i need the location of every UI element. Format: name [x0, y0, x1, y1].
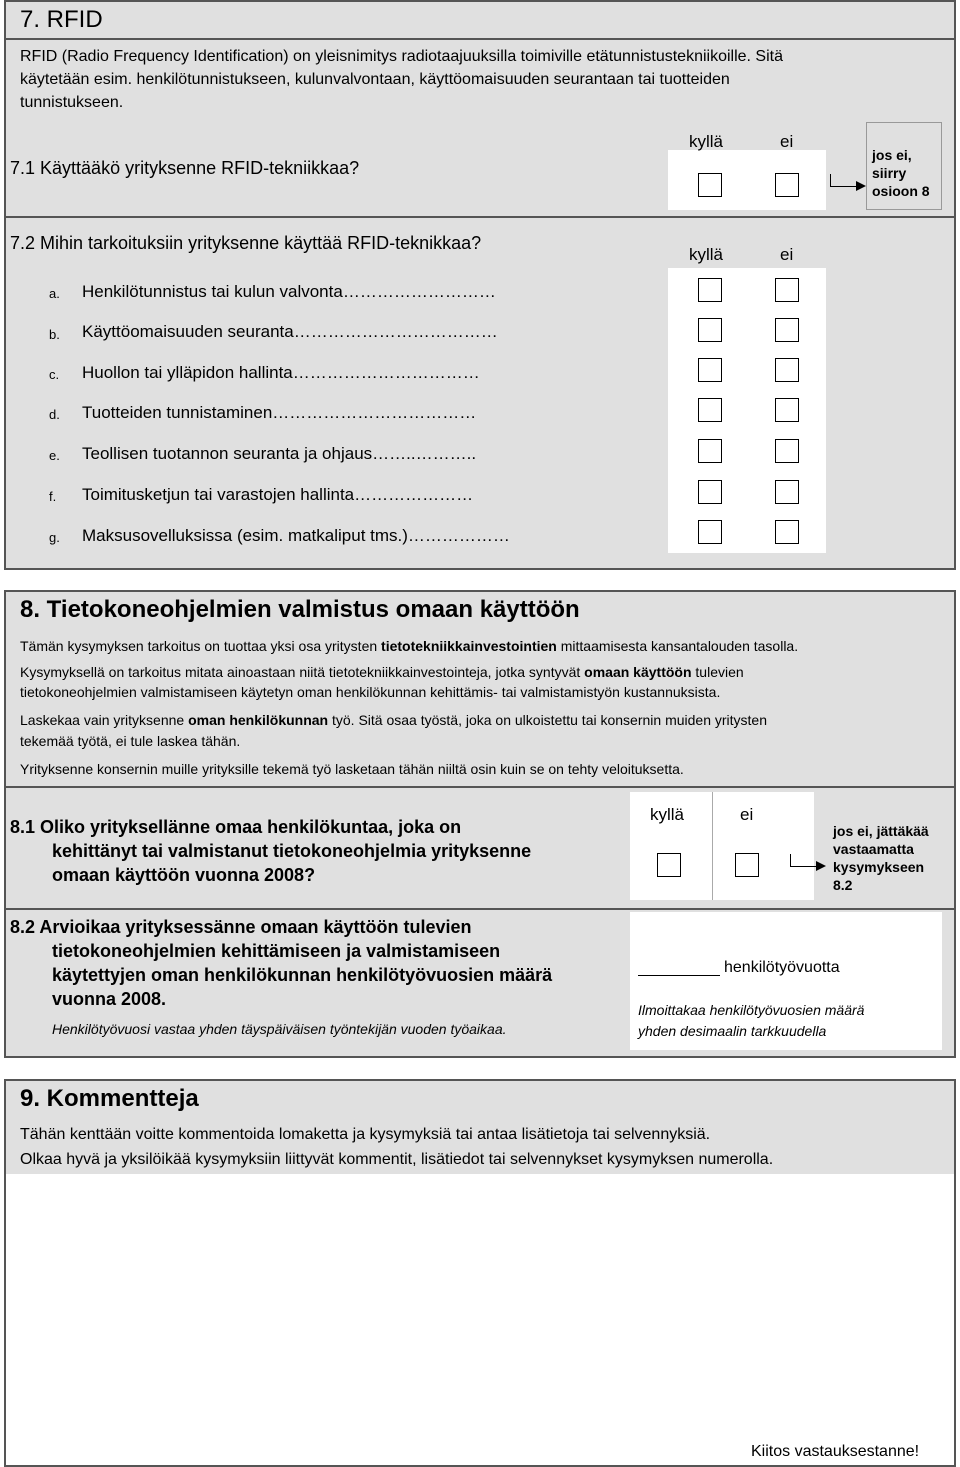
person-years-hint-line-2: yhden desimaalin tarkkuudella	[638, 1023, 827, 1039]
q7-2g-no-checkbox[interactable]	[775, 520, 799, 544]
skip-note-line-3: osioon 8	[872, 183, 930, 199]
no-column-header: ei	[740, 805, 754, 824]
section-8-paragraph-3-line-2: tekemää työtä, ei tule laskea tähän.	[20, 733, 241, 749]
list-item-letter: b.	[49, 327, 60, 342]
q8-1-no-checkbox[interactable]	[735, 853, 759, 877]
q7-2f-yes-checkbox[interactable]	[698, 480, 722, 504]
q7-2b-no-checkbox[interactable]	[775, 318, 799, 342]
arrow-tick	[830, 174, 831, 186]
thank-you-text: Kiitos vastauksestanne!	[751, 1443, 920, 1460]
text-span: Laskekaa vain yrityksenne	[20, 712, 189, 728]
section-7-intro-line-2: käytetään esim. henkilötunnistukseen, kulunvalvontaan, käyttöomaisuuden seurantaan tai tuotteiden	[20, 71, 730, 88]
list-item-label: Maksusovelluksissa (esim. matkaliput tms.)………………	[82, 526, 510, 545]
skip-arrow-icon	[830, 186, 864, 187]
arrow-tick	[790, 854, 791, 866]
section-divider	[6, 216, 956, 218]
question-8-2-line-3: käytettyjen oman henkilökunnan henkilötyövuosien määrä	[52, 965, 553, 985]
list-item-letter: d.	[49, 407, 60, 422]
question-7-2: 7.2 Mihin tarkoituksiin yrityksenne käyttää RFID-teknikkaa?	[10, 233, 482, 253]
list-item-letter: a.	[49, 286, 60, 301]
question-7-1: 7.1 Käyttääkö yrityksenne RFID-tekniikkaa?	[10, 158, 360, 178]
skip-note-line-2: vastaamatta	[833, 841, 914, 857]
text-span: Kysymyksellä on tarkoitus mitata ainoastaan niitä tietotekniikkainvestointeja, jotka syntyvät	[20, 664, 585, 680]
list-item-label: Huollon tai ylläpidon hallinta……………………………	[82, 363, 480, 382]
list-item-letter: f.	[49, 489, 57, 504]
section-9-instruction-line-2: Olkaa hyvä ja yksilöikää kysymyksiin liittyvät kommentit, lisätiedot tai selvennykset kysymyksen numerolla.	[20, 1151, 774, 1168]
list-item-label: Henkilötunnistus tai kulun valvonta………………………	[82, 282, 496, 301]
section-8-paragraph-2-line-2: tietokoneohjelmien valmistamiseen käytetyn oman henkilökunnan kehittämis- tai valmistamistyön kustannuksista.	[20, 684, 721, 700]
q7-2d-yes-checkbox[interactable]	[698, 398, 722, 422]
list-item-letter: c.	[49, 367, 60, 382]
question-8-1-line-2: kehittänyt tai valmistanut tietokoneohjelmia yrityksenne	[52, 841, 532, 861]
q8-1-yes-checkbox[interactable]	[657, 853, 681, 877]
text-span: työ. Sitä osaa työstä, joka on ulkoistettu tai konsernin muiden yritysten	[328, 712, 768, 728]
q7-2c-yes-checkbox[interactable]	[698, 358, 722, 382]
text-span-bold: omaan käyttöön	[584, 664, 692, 680]
skip-note-line-1: jos ei, jättäkää	[833, 823, 929, 839]
answer-area-column-divider	[712, 792, 713, 900]
section-9-title: 9. Kommentteja	[20, 1085, 199, 1112]
no-column-header: ei	[780, 132, 794, 151]
q7-2a-no-checkbox[interactable]	[775, 278, 799, 302]
text-span-bold: tietotekniikkainvestointien	[381, 638, 557, 654]
list-item-label: Toimitusketjun tai varastojen hallinta…………………	[82, 485, 474, 504]
section-7-intro-line-3: tunnistukseen.	[20, 94, 124, 111]
text-span: Tämän kysymyksen tarkoitus on tuottaa yksi osa yritysten	[20, 638, 382, 654]
skip-note-line-1: jos ei,	[872, 147, 912, 163]
text-span-bold: oman henkilökunnan	[188, 712, 329, 728]
q7-2e-yes-checkbox[interactable]	[698, 439, 722, 463]
yes-column-header: kyllä	[689, 245, 724, 264]
list-item-label: Käyttöomaisuuden seuranta………………………………	[82, 322, 498, 341]
section-8-paragraph-3	[20, 710, 767, 730]
q7-2d-no-checkbox[interactable]	[775, 398, 799, 422]
section-divider	[6, 38, 956, 40]
list-item-letter: g.	[49, 530, 60, 545]
question-8-1-line-1: 8.1 Oliko yrityksellänne omaa henkilökuntaa, joka on	[10, 817, 462, 837]
list-item-label: Tuotteiden tunnistaminen………………………………	[82, 403, 477, 422]
list-item-letter: e.	[49, 448, 60, 463]
skip-note-line-2: siirry	[872, 165, 907, 181]
q7-1-yes-checkbox[interactable]	[698, 173, 722, 197]
section-divider	[6, 786, 956, 788]
person-years-hint-line-1: Ilmoittakaa henkilötyövuosien määrä	[638, 1002, 865, 1018]
text-span: tulevien	[691, 664, 744, 680]
q7-2f-no-checkbox[interactable]	[775, 480, 799, 504]
skip-arrow-icon	[790, 866, 824, 867]
answer-area-7-1	[668, 150, 826, 210]
section-8-paragraph-1	[20, 636, 798, 656]
section-7-intro-line-1: RFID (Radio Frequency Identification) on yleisnimitys radiotaajuuksilla toimiville etätunnistustekniikoille. Sitä	[20, 48, 783, 65]
question-8-2-line-2: tietokoneohjelmien kehittämiseen ja valmistamiseen	[52, 941, 501, 961]
q7-2c-no-checkbox[interactable]	[775, 358, 799, 382]
comments-textarea[interactable]	[6, 1174, 954, 1465]
question-8-2-line-1: 8.2 Arvioikaa yrityksessänne omaan käyttöön tulevien	[10, 917, 472, 937]
yes-column-header: kyllä	[650, 805, 685, 824]
person-years-unit: henkilötyövuotta	[724, 959, 840, 976]
q7-2b-yes-checkbox[interactable]	[698, 318, 722, 342]
skip-note-line-4: 8.2	[833, 877, 853, 893]
section-9-instruction-line-1: Tähän kenttään voitte kommentoida lomaketta ja kysymyksiä tai antaa lisätietoja tai selvennyksiä.	[20, 1126, 711, 1143]
section-divider	[6, 908, 956, 910]
list-item-label: Teollisen tuotannon seuranta ja ohjaus……..………..	[82, 444, 477, 463]
answer-area-7-2	[668, 268, 826, 553]
no-column-header: ei	[780, 245, 794, 264]
q7-2a-yes-checkbox[interactable]	[698, 278, 722, 302]
section-8-paragraph-2	[20, 662, 744, 682]
text-span: mittaamisesta kansantalouden tasolla.	[556, 638, 799, 654]
section-7-title: 7. RFID	[20, 6, 103, 33]
skip-note-line-3: kysymykseen	[833, 859, 925, 875]
section-8-title: 8. Tietokoneohjelmien valmistus omaan käyttöön	[20, 596, 580, 623]
question-8-2-note: Henkilötyövuosi vastaa yhden täyspäiväisen työntekijän vuoden työaikaa.	[52, 1021, 507, 1037]
q7-1-no-checkbox[interactable]	[775, 173, 799, 197]
person-years-input[interactable]	[638, 955, 720, 976]
q7-2e-no-checkbox[interactable]	[775, 439, 799, 463]
yes-column-header: kyllä	[689, 132, 724, 151]
question-8-1-line-3: omaan käyttöön vuonna 2008?	[52, 865, 316, 885]
section-8-paragraph-4: Yrityksenne konsernin muille yrityksille tekemä työ lasketaan tähän niiltä osin kuin se on tehty veloituksetta.	[20, 761, 684, 777]
q7-2g-yes-checkbox[interactable]	[698, 520, 722, 544]
question-8-2-line-4: vuonna 2008.	[52, 989, 167, 1009]
